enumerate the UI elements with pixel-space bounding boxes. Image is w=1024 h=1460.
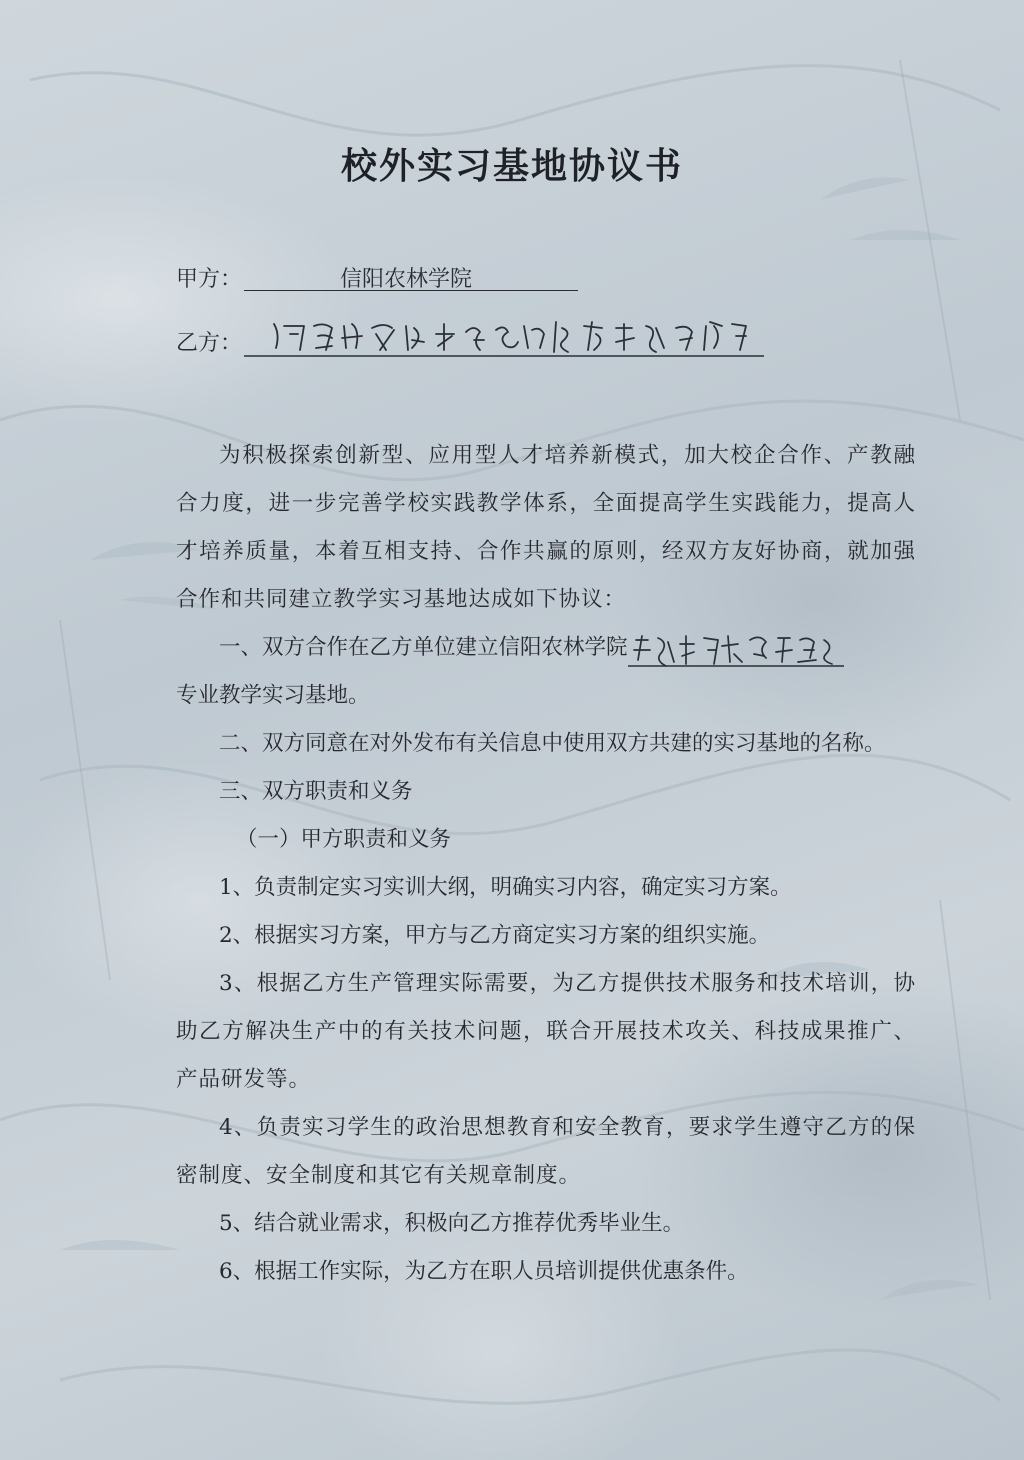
clause-3-heading: 三、双方职责和义务 <box>219 779 413 804</box>
duty-2: 2、根据实习方案，甲方与乙方商定实习方案的组织实施。 <box>219 923 771 948</box>
duty-3: 3、根据乙方生产管理实际需要，为乙方提供技术服务和技术培训，协助乙方解决生产中的有关技术问题，联合开展技术攻关、科技成果推广、产品研发等。 <box>176 971 916 1092</box>
party-a-label: 甲方： <box>176 267 243 292</box>
intro-paragraph: 为积极探索创新型、应用型人才培养新模式，加大校企合作、产教融合力度，进一步完善学校实践教学体系，全面提高学生实践能力，提高人才培养质量，本着互相支持、合作共赢的原则，经双方友好协商，就加强合作和共同建立教学实习基地达成如下协议： <box>176 443 916 612</box>
clause-3-subheading: （一）甲方职责和义务 <box>236 827 452 852</box>
clause-2: 二、双方同意在对外发布有关信息中使用双方共建的实习基地的名称。 <box>219 731 886 756</box>
party-a-value: 信阳农林学院 <box>340 267 473 292</box>
clause-1 <box>176 624 916 672</box>
party-a-row <box>176 262 244 293</box>
duty-1: 1、负责制定实习实训大纲，明确实习内容，确定实习方案。 <box>219 875 792 900</box>
clause-1-suffix: 专业教学实习基地。 <box>176 683 370 708</box>
duty-4: 4、负责实习学生的政治思想教育和安全教育，要求学生遵守乙方的保密制度、安全制度和其它有关规章制度。 <box>176 1115 916 1188</box>
clause-1-prefix: 一、双方合作在乙方单位建立信阳农林学院 <box>219 635 628 660</box>
party-b-handwritten-signature <box>244 312 764 360</box>
major-handwritten-field <box>628 626 844 670</box>
party-b-row <box>176 326 244 357</box>
agreement-body <box>176 432 916 1296</box>
document-title: 校外实习基地协议书 <box>340 146 683 187</box>
duty-6: 6、根据工作实际，为乙方在职人员培训提供优惠条件。 <box>219 1259 749 1284</box>
party-b-label: 乙方： <box>176 331 243 356</box>
duty-5: 5、结合就业需求，积极向乙方推荐优秀毕业生。 <box>219 1211 685 1236</box>
party-a-field <box>244 262 578 291</box>
